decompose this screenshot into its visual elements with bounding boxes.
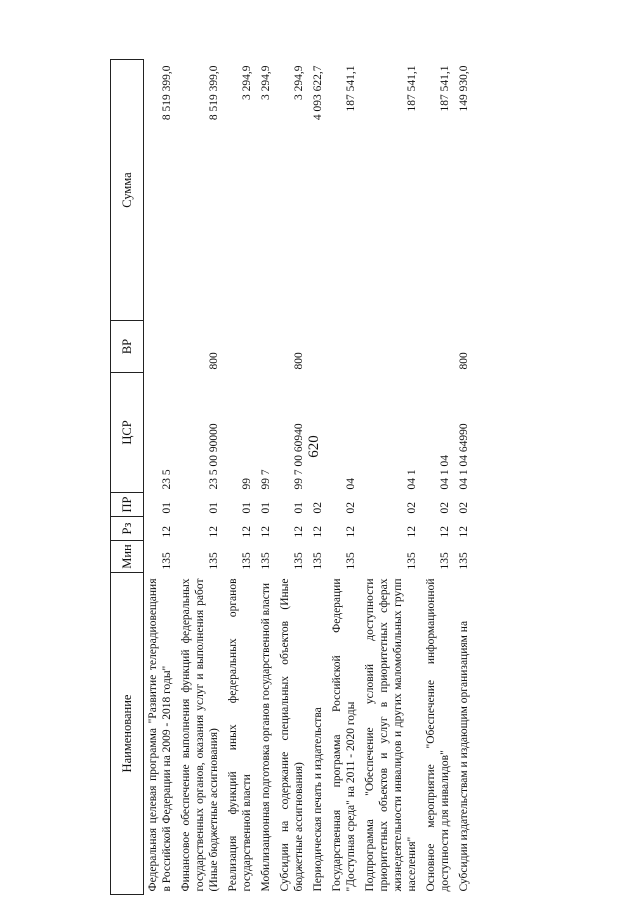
row-vr: 800 bbox=[208, 352, 220, 370]
row-pr: 02 bbox=[458, 502, 470, 514]
row-min: 135 bbox=[458, 552, 470, 570]
row-min: 135 bbox=[260, 552, 272, 570]
row-pr: 01 bbox=[161, 502, 173, 514]
row-sum: 3 294,9 bbox=[260, 65, 272, 100]
row-min: 135 bbox=[439, 552, 451, 570]
row-pr: 01 bbox=[293, 502, 305, 514]
row-sum: 187 541,1 bbox=[345, 65, 357, 112]
row-vr bbox=[257, 321, 276, 373]
row-rz: 12 bbox=[458, 526, 470, 538]
row-vr bbox=[328, 321, 361, 373]
row-sum: 187 541,1 bbox=[439, 65, 451, 112]
table-row bbox=[257, 60, 276, 895]
row-csr bbox=[309, 373, 328, 493]
row-csr: 04 1 bbox=[406, 469, 418, 490]
row-csr: 99 7 bbox=[260, 469, 272, 490]
row-sum: 3 294,9 bbox=[241, 65, 253, 100]
header-rz: Рз bbox=[111, 517, 144, 541]
row-min: 135 bbox=[241, 552, 253, 570]
budget-table bbox=[110, 59, 474, 895]
header-sum: Сумма bbox=[111, 60, 144, 321]
table-row bbox=[144, 60, 178, 895]
row-rz: 12 bbox=[241, 526, 253, 538]
table-row bbox=[328, 60, 361, 895]
row-vr: 800 bbox=[293, 352, 305, 370]
row-pr: 01 bbox=[260, 502, 272, 514]
row-csr: 04 1 04 bbox=[439, 455, 451, 490]
header-vr: ВР bbox=[111, 321, 144, 373]
row-csr: 23 5 bbox=[161, 469, 173, 490]
row-pr: 01 bbox=[241, 502, 253, 514]
table-row bbox=[361, 60, 422, 895]
row-rz: 12 bbox=[293, 526, 305, 538]
row-min: 135 bbox=[406, 552, 418, 570]
table-row bbox=[224, 60, 257, 895]
row-min: 135 bbox=[161, 552, 173, 570]
row-csr: 04 1 04 64990 bbox=[458, 423, 470, 490]
row-sum: 149 930,0 bbox=[458, 65, 470, 112]
row-rz: 12 bbox=[439, 526, 451, 538]
row-rz: 12 bbox=[161, 526, 173, 538]
header-pr: ПР bbox=[111, 493, 144, 517]
table-row bbox=[177, 60, 224, 895]
row-pr: 02 bbox=[439, 502, 451, 514]
row-rz: 12 bbox=[260, 526, 272, 538]
row-name: Периодическая печать и издательства bbox=[312, 707, 324, 892]
table-header-row bbox=[111, 60, 144, 895]
row-name: Реализация функций иных федеральных органов государственной власти bbox=[227, 578, 253, 892]
row-vr bbox=[224, 321, 257, 373]
rotated-page-content bbox=[110, 60, 586, 895]
row-csr: 99 7 00 60940 bbox=[293, 423, 305, 490]
table-row bbox=[309, 60, 328, 895]
row-name: Государственная программа Российской Федерации "Доступная среда" на 2011 - 2020 годы bbox=[331, 578, 357, 892]
row-pr: 02 bbox=[312, 502, 324, 514]
row-name: Субсидии на содержание специальных объектов (Иные бюджетные ассигнования) bbox=[279, 578, 305, 892]
row-pr: 01 bbox=[208, 502, 220, 514]
row-sum: 187 541,1 bbox=[406, 65, 418, 112]
row-pr: 02 bbox=[345, 502, 357, 514]
row-min: 135 bbox=[312, 552, 324, 570]
row-name: Основное мероприятие "Обеспечение информационной доступности для инвалидов" bbox=[425, 578, 451, 892]
header-min: Мин bbox=[111, 541, 144, 573]
row-name: Федеральная целевая программа "Развитие телерадиовещания в Российской Федерации на 2009 - 2018 годы" bbox=[147, 578, 173, 892]
row-rz: 12 bbox=[345, 526, 357, 538]
row-name: Финансовое обеспечение выполнения функций федеральных государственных органов, оказания услуг и выполнения работ (Иные бюджетные ассигнования) bbox=[180, 578, 220, 892]
row-rz: 12 bbox=[312, 526, 324, 538]
page-number: 620 bbox=[305, 435, 322, 458]
row-vr bbox=[422, 321, 455, 373]
row-rz: 12 bbox=[208, 526, 220, 538]
row-min: 135 bbox=[293, 552, 305, 570]
row-csr: 23 5 00 90000 bbox=[208, 423, 220, 490]
row-csr: 99 bbox=[241, 478, 253, 490]
row-name: Подпрограмма "Обеспечение условий доступности приоритетных объектов и услуг в приоритетных сферах жизнедеятельности инвалидов и других маломобильных групп населения" bbox=[364, 578, 418, 892]
row-pr: 02 bbox=[406, 502, 418, 514]
table-row bbox=[422, 60, 455, 895]
header-csr: ЦСР bbox=[111, 373, 144, 493]
row-name: Мобилизационная подготовка органов государственной власти bbox=[260, 582, 272, 892]
table-row bbox=[455, 60, 474, 895]
row-sum: 8 519 399,0 bbox=[208, 65, 220, 121]
row-vr bbox=[361, 321, 422, 373]
row-min: 135 bbox=[345, 552, 357, 570]
row-sum: 8 519 399,0 bbox=[161, 65, 173, 121]
row-vr bbox=[309, 321, 328, 373]
header-name: Наименование bbox=[111, 573, 144, 895]
row-rz: 12 bbox=[406, 526, 418, 538]
row-sum: 4 093 622,7 bbox=[312, 65, 324, 121]
row-vr bbox=[144, 321, 178, 373]
row-min: 135 bbox=[208, 552, 220, 570]
table-row bbox=[276, 60, 309, 895]
row-sum: 3 294,9 bbox=[293, 65, 305, 100]
row-vr: 800 bbox=[458, 352, 470, 370]
row-name: Субсидии издательствам и издающим организациям на bbox=[458, 620, 470, 892]
row-csr: 04 bbox=[345, 478, 357, 490]
